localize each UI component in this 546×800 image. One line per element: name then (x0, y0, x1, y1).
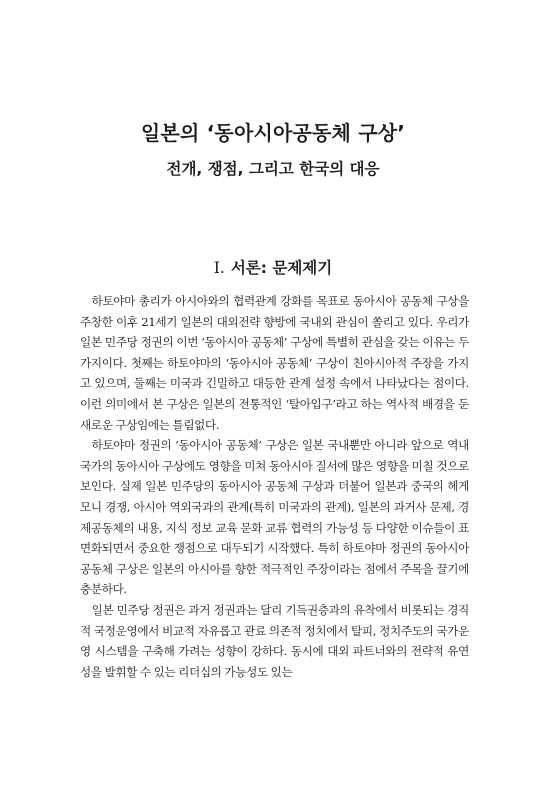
body-text (80, 291, 469, 682)
document-subtitle: 전개, 쟁점, 그리고 한국의 대응 (166, 160, 380, 178)
section-heading (0, 256, 546, 278)
document-title: 일본의 ‘동아시아공동체 구상’ (140, 121, 406, 145)
paragraph-3: 일본 민주당 정권은 과거 정권과는 달리 기득권층과의 유착에서 비롯되는 경직적 국정운영에서 비교적 자유롭고 관료 의존적 정치에서 탈피, 정치주도의 국가운영 시스템을 구축해 가려는 성향이 강하다. 동시에 대외 파트너와의 전략적 유연성을 발휘할 수 있는 리더십의 가능성도 있는 (80, 602, 469, 679)
paragraph-2: 하토야마 정권의 ‘동아시아 공동체’ 구상은 일본 국내뿐만 아니라 앞으로 역내국가의 동아시아 구상에도 영향을 미쳐 동아시아 질서에 많은 영향을 미칠 것으로 보인다. 실제 일본 민주당의 동아시아 공동체 구상과 더불어 일본과 중국의 헤게모니 경쟁, 아시아 역외국과의 관계(특히 미국과의 관계), 일본의 과거사 문제, 경제공동체의 내용, 지식 정보 교육 문화 교류 협력의 가능성 등 다양한 이슈들이 표면화되면서 중요한 쟁점으로 대두되기 시작했다. 특히 하토야마 정권의 동아시아 공동체 구상은 일본의 아시아를 향한 적극적인 주장이라는 점에서 주목을 끌기에 충분하다. (80, 438, 469, 597)
section-number: Ⅰ. (213, 259, 225, 277)
section-heading-text: 서론: 문제제기 (230, 259, 333, 277)
paragraph-1: 하토야마 총리가 아시아와의 협력관계 강화를 목표로 동아시아 공동체 구상을 주창한 이후 21세기 일본의 대외전략 향방에 국내외 관심이 쏠리고 있다. 우리가 일본 민주당 정권의 이번 ‘동아시아 공동체’ 구상에 특별히 관심을 갖는 이유는 두 가지이다. 첫째는 하토야마의 ‘동아시아 공동체’ 구상이 친아시아적 주장을 가지고 있으며, 둘째는 미국과 긴밀하고 대등한 관계 설정 속에서 나타났다는 점이다. 이런 의미에서 본 구상은 일본의 전통적인 ‘탈아입구’라고 하는 역사적 배경을 둔 새로운 구상임에는 틀림없다. (80, 294, 469, 432)
